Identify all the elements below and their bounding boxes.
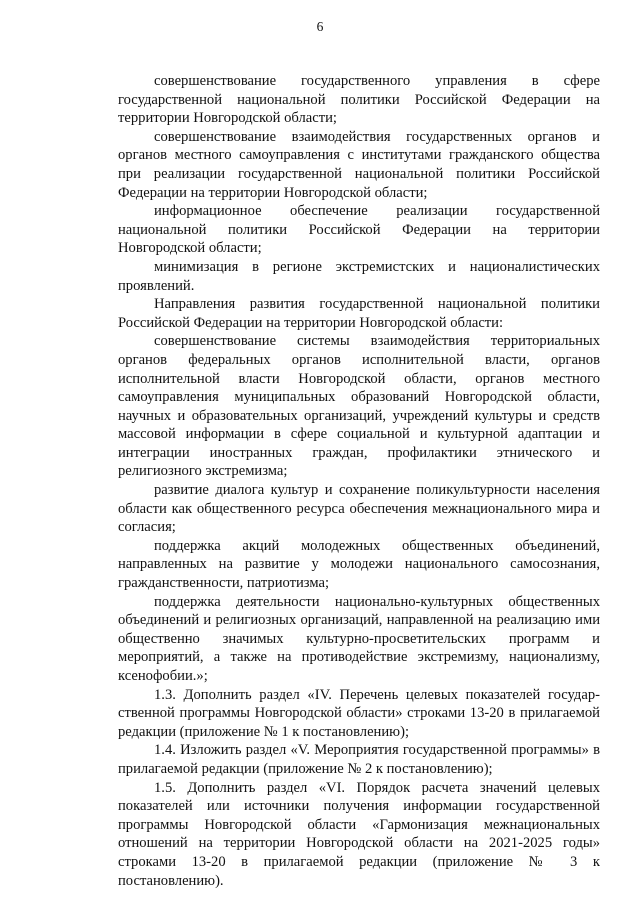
paragraph: 1.4. Изложить раздел «V. Мероприятия государственной программы» в прилагаемой редакции (приложение № 2 к постановлению); <box>118 742 600 777</box>
paragraph: совершенствование взаимодействия государственных органов и органов местного самоуправления с институтами гражданского общества при реализации государственной национальной политики Российской Федерации на территории Новгородской области; <box>118 128 600 201</box>
paragraph: развитие диалога культур и сохранение поликультурности населения области как общественного ресурса обеспечения межнационального мира и согласия; <box>118 482 600 536</box>
paragraph: информационное обеспечение реализации государственной национальной политики Российской Федерации на территории Новгородской области; <box>118 203 600 257</box>
paragraph: 1.5. Дополнить раздел «VI. Порядок расчета значений целевых показателей или источники получения информации государственной программы Новгородской области «Гармонизация межнациональных отношений на территории Новгородской области на 2021-2025 годы» строками 13-20 в прилагаемой редакции (приложение № 3 к постановлению). <box>118 779 600 889</box>
paragraph: поддержка акций молодежных общественных объединений, направленных на развитие у молодежи национального самосознания, гражданственности, патриотизма; <box>118 537 600 592</box>
paragraph: Направления развития государственной национальной политики Российской Федерации на территории Новгородской области: <box>118 296 600 331</box>
paragraph: минимизация в регионе экстремистских и националистических проявлений. <box>118 258 600 294</box>
paragraph: совершенствование государственного управления в сфере государственной национальной политики Российской Федерации на территории Новгородской области; <box>118 73 600 127</box>
paragraph: 1.3. Дополнить раздел «IV. Перечень целевых показателей государственной программы Новгородской области» строками 13-20 в прилагаемой редакции (приложение № 1 к постановлению); <box>118 686 600 740</box>
document-body <box>118 72 600 890</box>
page-number: 6 <box>316 19 324 34</box>
paragraph: совершенствование системы взаимодействия территориальных органов федеральных органов исполнительной власти, органов исполнительной власти Новгородской области, органов местного самоуправления муниципальных образований Новгородской области, научных и образовательных организаций, учреждений культуры и средств массовой информации в сфере социальной и культурной адаптации и интеграции иностранных граждан, профилактики этнического и религиозного экстремизма; <box>118 333 600 480</box>
paragraph: поддержка деятельности национально-культурных общественных объединений и религиозных организаций, направленной на реализацию ими общественно значимых культурно-просветительских программ и мероприятий, а также на противодействие экстремизму, национализму, ксенофобии.»; <box>118 593 600 684</box>
